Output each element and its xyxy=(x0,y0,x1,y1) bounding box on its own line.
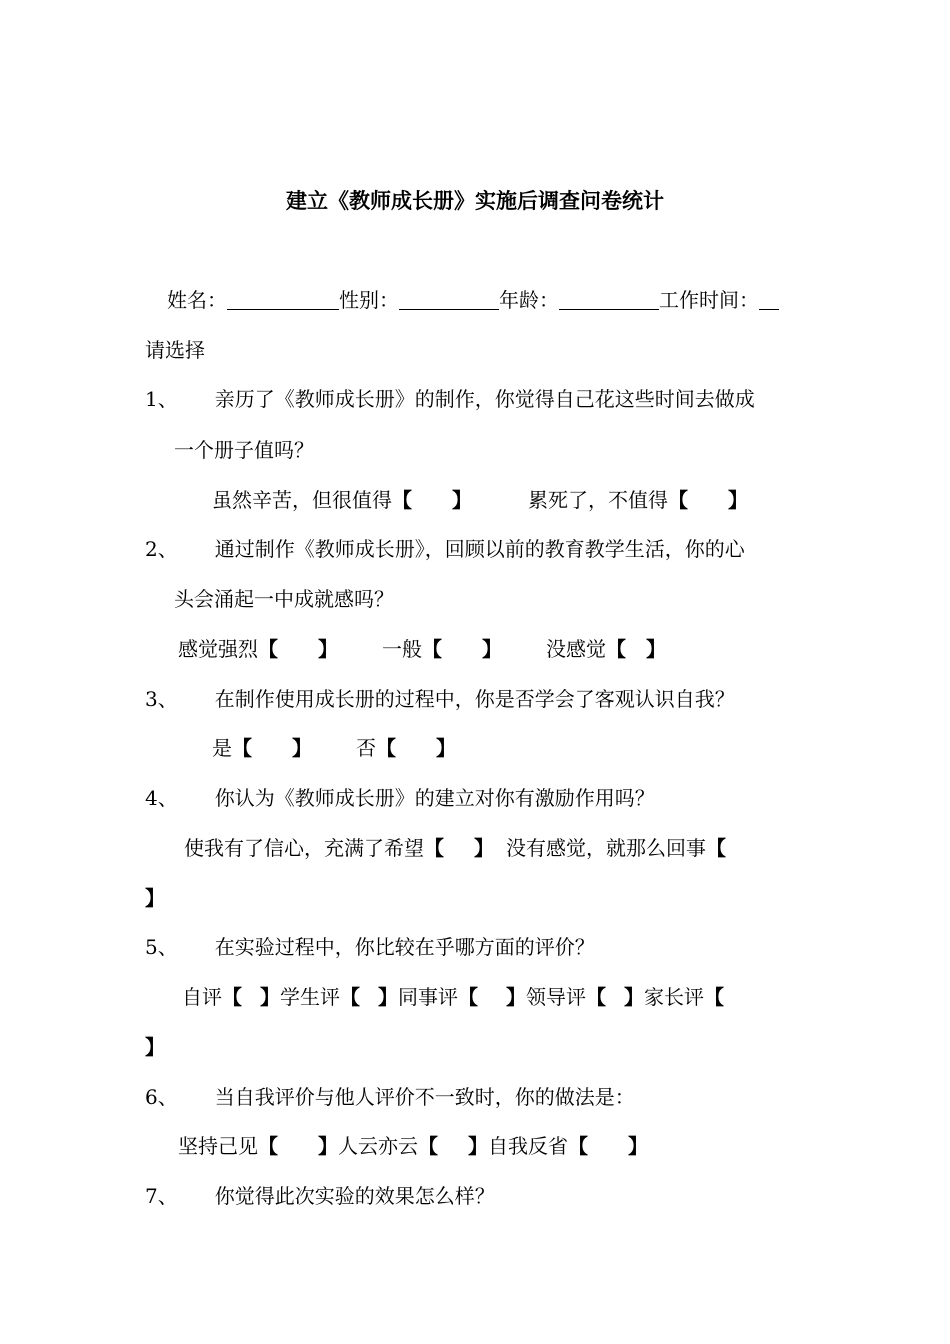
answer-bracket-close[interactable]: 】 xyxy=(378,985,398,1009)
answer-bracket-open[interactable]: 【 xyxy=(706,836,726,860)
option-label: 人云亦云 xyxy=(338,1134,418,1158)
option-label: 虽然辛苦，但很值得 xyxy=(212,488,392,512)
instruction: 请选择 xyxy=(145,338,205,362)
answer-bracket-close[interactable]: 】 xyxy=(482,637,502,661)
answer-bracket-close[interactable]: 】 xyxy=(624,985,644,1009)
answer-bracket-open[interactable]: 【 xyxy=(606,637,626,661)
answer-bracket-open[interactable]: 【 xyxy=(258,1134,278,1158)
answer-bracket-open[interactable]: 【 xyxy=(422,637,442,661)
answer-bracket-close[interactable]: 】 xyxy=(506,985,526,1009)
option-label: 自我反省 xyxy=(488,1134,568,1158)
answer-bracket-close[interactable]: 】 xyxy=(452,488,472,512)
question-text: 在实验过程中，你比较在乎哪方面的评价？ xyxy=(214,935,595,959)
question-3-options xyxy=(212,735,456,761)
answer-bracket-open[interactable]: 【 xyxy=(586,985,606,1009)
question-2 xyxy=(145,536,745,562)
answer-bracket-open[interactable]: 【 xyxy=(258,637,278,661)
answer-bracket-close[interactable]: 】 xyxy=(260,985,280,1009)
question-number: 7、 xyxy=(145,1184,178,1208)
work-time-label: 工作时间： xyxy=(659,288,759,312)
option-label: 领导评 xyxy=(526,985,586,1009)
document-title: 建立《教师成长册》实施后调查问卷统计 xyxy=(286,188,664,213)
answer-bracket-open[interactable]: 【 xyxy=(424,836,444,860)
question-6-options xyxy=(178,1133,648,1159)
option-label: 学生评 xyxy=(280,985,340,1009)
answer-bracket-close[interactable]: 】 xyxy=(646,637,666,661)
answer-bracket-open[interactable]: 【 xyxy=(376,736,396,760)
question-1-options xyxy=(212,487,748,513)
question-5 xyxy=(145,934,595,960)
gender-label: 性别： xyxy=(339,288,399,312)
answer-bracket-close[interactable]: 】 xyxy=(292,736,312,760)
answer-bracket-close[interactable]: 】 xyxy=(628,1134,648,1158)
option-label: 否 xyxy=(356,736,376,760)
answer-bracket-close[interactable]: 】 xyxy=(468,1134,488,1158)
answer-bracket-open[interactable]: 【 xyxy=(568,1134,588,1158)
answer-bracket-close[interactable]: 】 xyxy=(318,1134,338,1158)
info-fields-line xyxy=(167,287,779,313)
name-blank[interactable] xyxy=(227,289,339,310)
question-text: 通过制作《教师成长册》，回顾以前的教育教学生活，你的心 xyxy=(214,537,745,561)
answer-bracket-close[interactable]: 】 xyxy=(145,886,165,910)
question-5-options xyxy=(182,984,724,1010)
question-number: 6、 xyxy=(145,1085,178,1109)
question-1-continued: 一个册子值吗？ xyxy=(174,438,314,462)
answer-bracket-close[interactable]: 】 xyxy=(145,1035,165,1059)
answer-bracket-open[interactable]: 【 xyxy=(340,985,360,1009)
question-4-options-wrap xyxy=(145,885,165,911)
option-label: 自评 xyxy=(182,985,222,1009)
question-4 xyxy=(145,785,655,811)
question-5-options-wrap xyxy=(145,1034,165,1060)
question-number: 2、 xyxy=(145,537,178,561)
gender-blank[interactable] xyxy=(399,289,499,310)
answer-bracket-open[interactable]: 【 xyxy=(668,488,688,512)
question-7 xyxy=(145,1183,495,1209)
question-text: 亲历了《教师成长册》的制作，你觉得自己花这些时间去做成 xyxy=(214,387,755,411)
option-label: 使我有了信心，充满了希望 xyxy=(184,836,424,860)
name-label: 姓名： xyxy=(167,288,227,312)
option-label: 没有感觉，就那么回事 xyxy=(506,836,706,860)
option-label: 一般 xyxy=(382,637,422,661)
answer-bracket-close[interactable]: 】 xyxy=(728,488,748,512)
answer-bracket-open[interactable]: 【 xyxy=(222,985,242,1009)
question-number: 4、 xyxy=(145,786,178,810)
age-blank[interactable] xyxy=(559,289,659,310)
answer-bracket-open[interactable]: 【 xyxy=(704,985,724,1009)
question-text: 在制作使用成长册的过程中，你是否学会了客观认识自我？ xyxy=(214,687,735,711)
question-number: 5、 xyxy=(145,935,178,959)
answer-bracket-open[interactable]: 【 xyxy=(418,1134,438,1158)
answer-bracket-open[interactable]: 【 xyxy=(392,488,412,512)
question-text: 你认为《教师成长册》的建立对你有激励作用吗？ xyxy=(214,786,655,810)
age-label: 年龄： xyxy=(499,288,559,312)
question-3 xyxy=(145,686,735,712)
question-1 xyxy=(145,386,755,412)
question-2-options xyxy=(178,636,666,662)
question-text: 你觉得此次实验的效果怎么样？ xyxy=(214,1184,495,1208)
option-label: 是 xyxy=(212,736,232,760)
option-label: 同事评 xyxy=(398,985,458,1009)
question-2-continued: 头会涌起一中成就感吗？ xyxy=(174,587,394,611)
answer-bracket-close[interactable]: 】 xyxy=(474,836,494,860)
work-time-blank[interactable] xyxy=(759,289,779,310)
option-label: 坚持己见 xyxy=(178,1134,258,1158)
answer-bracket-close[interactable]: 】 xyxy=(436,736,456,760)
question-text: 当自我评价与他人评价不一致时，你的做法是： xyxy=(214,1085,635,1109)
question-4-options xyxy=(184,835,726,861)
option-label: 家长评 xyxy=(644,985,704,1009)
answer-bracket-close[interactable]: 】 xyxy=(318,637,338,661)
answer-bracket-open[interactable]: 【 xyxy=(232,736,252,760)
option-label: 感觉强烈 xyxy=(178,637,258,661)
question-number: 3、 xyxy=(145,687,178,711)
question-number: 1、 xyxy=(145,387,178,411)
answer-bracket-open[interactable]: 【 xyxy=(458,985,478,1009)
question-6 xyxy=(145,1084,635,1110)
option-label: 没感觉 xyxy=(546,637,606,661)
option-label: 累死了，不值得 xyxy=(528,488,668,512)
